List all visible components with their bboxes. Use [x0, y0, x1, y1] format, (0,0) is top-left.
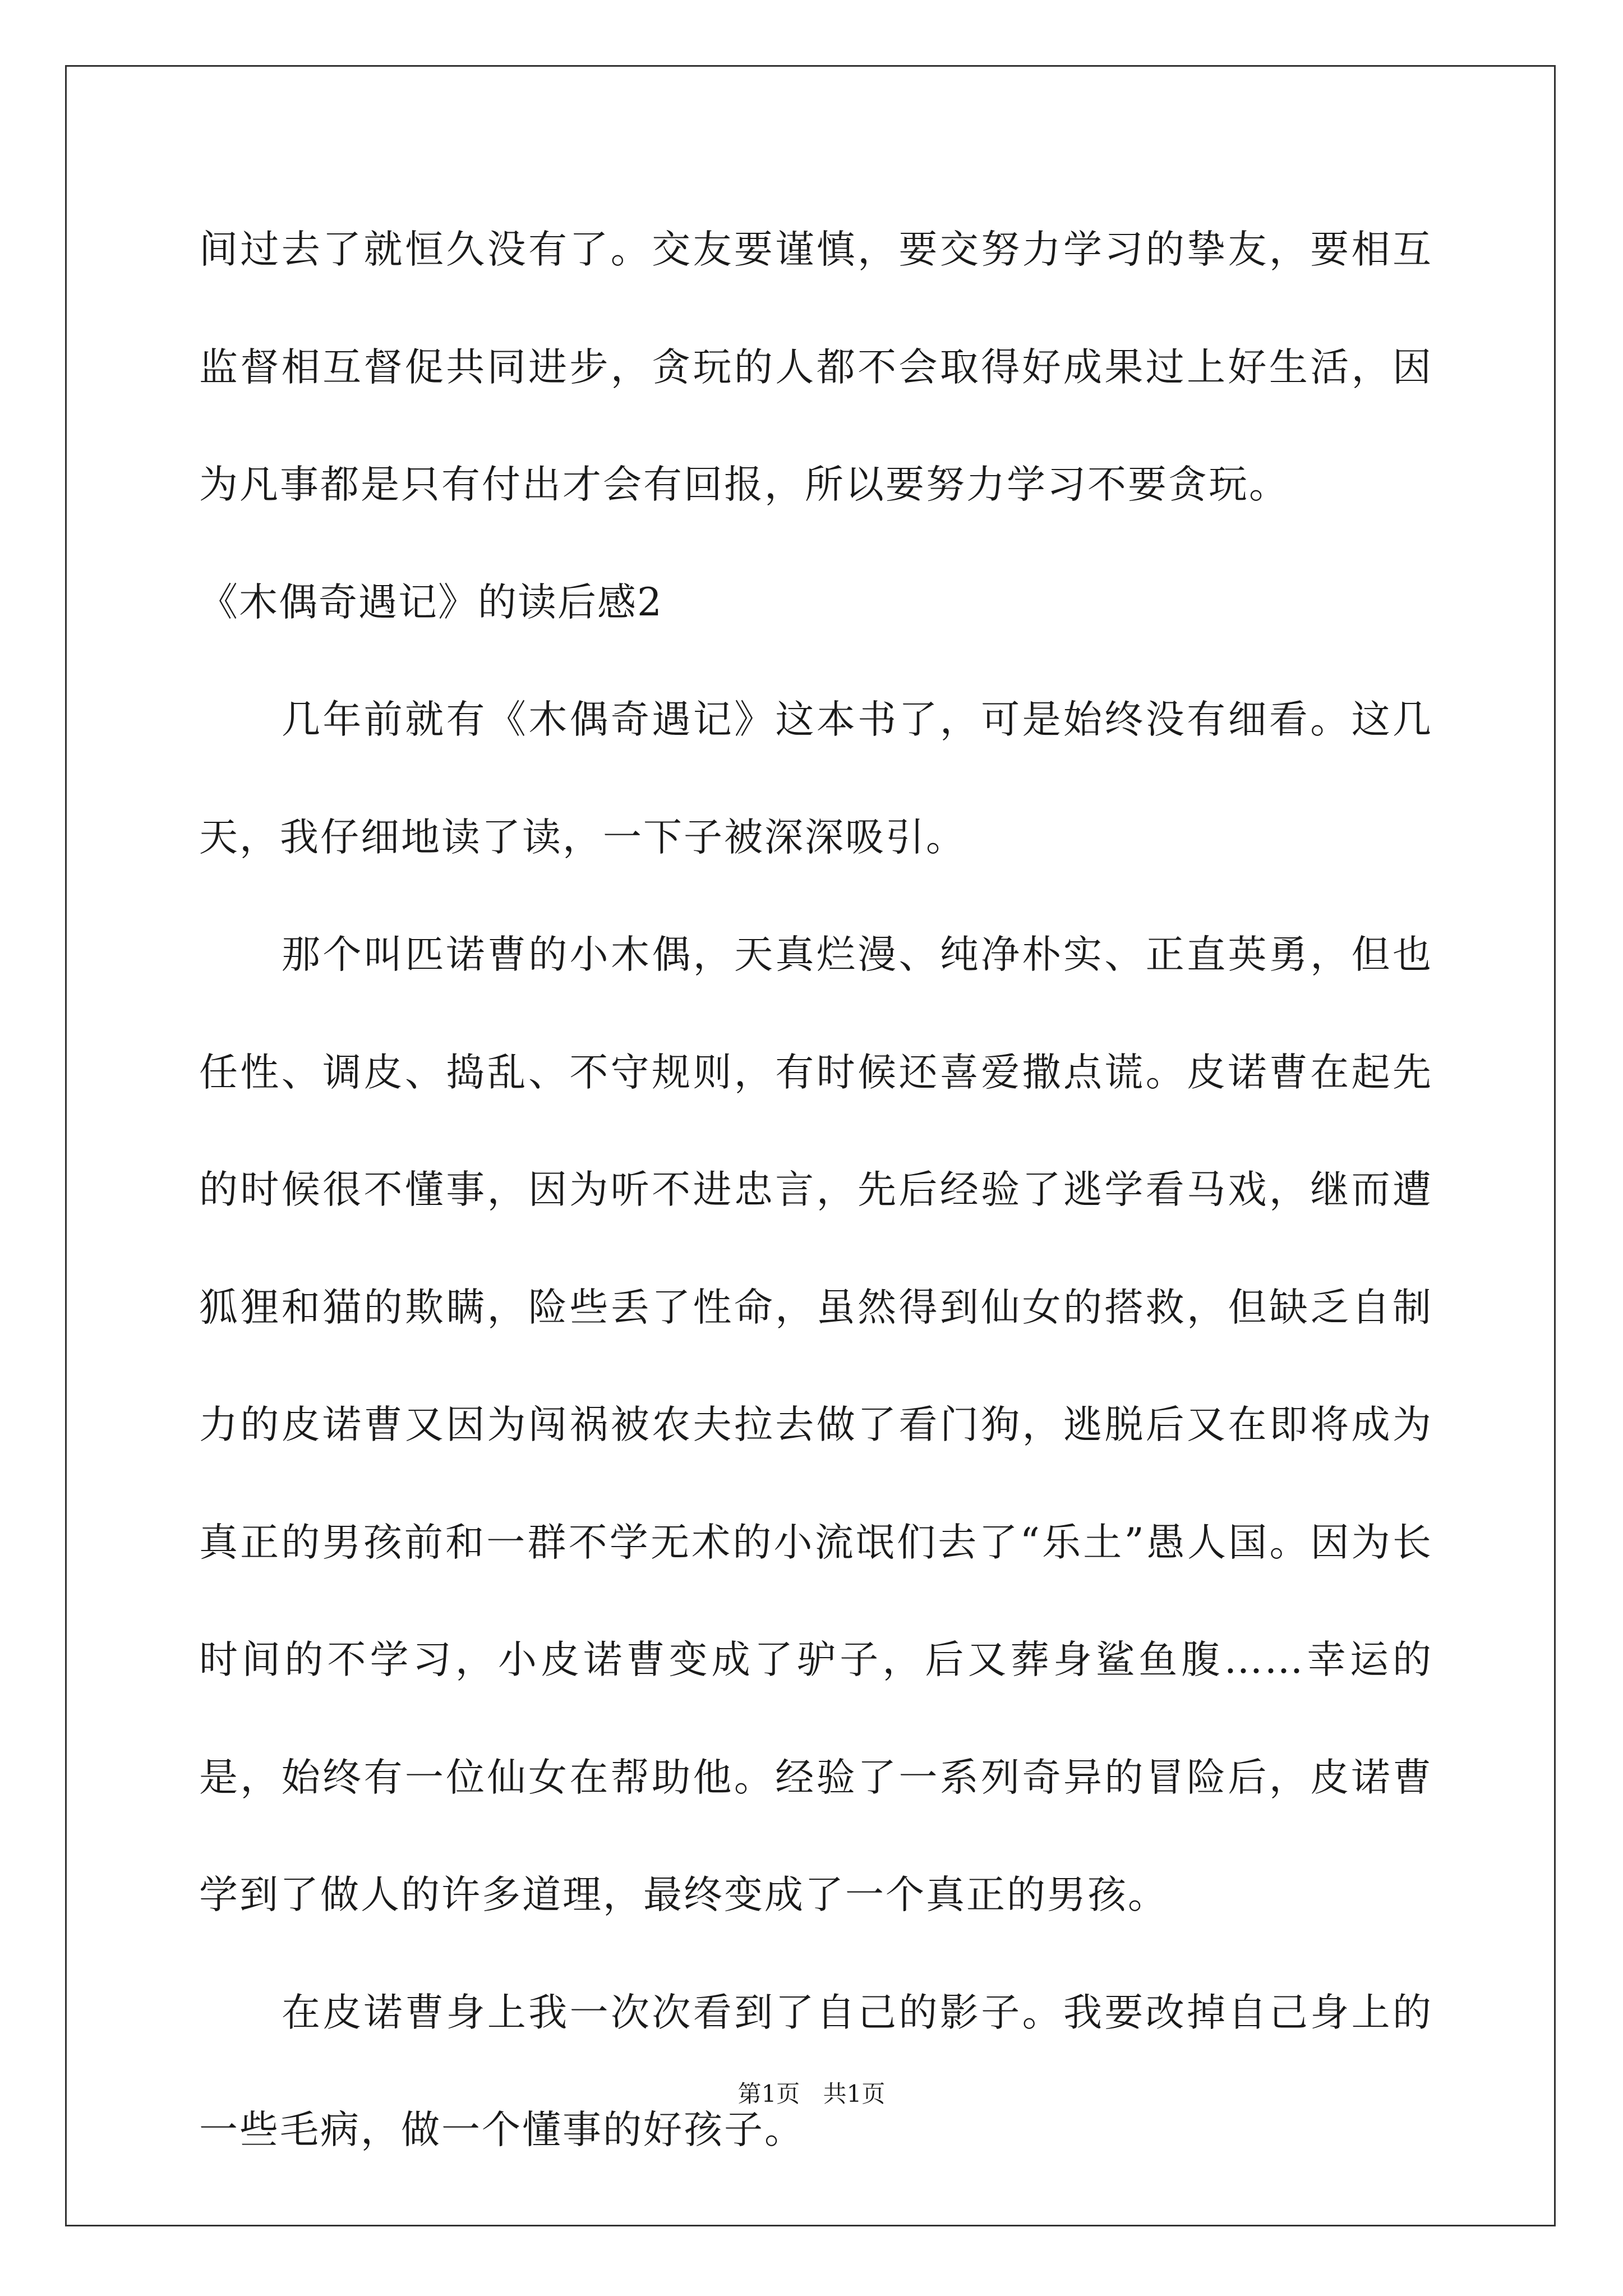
section-heading: 《木偶奇遇记》的读后感2: [199, 579, 663, 625]
paragraph-story: 那个叫匹诺曹的小木偶，天真烂漫、纯净朴实、正直英勇，但也任性、调皮、捣乱、不守规则，有时候还喜爱撒点谎。皮诺曹在起先的时候很不懂事，因为听不进忠言，先后经验了逃学看马戏，继而遭狐狸和猫的欺瞒，险些丢了性命，虽然得到仙女的搭救，但缺乏自制力的皮诺曹又因为闯祸被农夫拉去做了看门狗，逃脱后又在即将成为真正的男孩前和一群不学无术的小流氓们去了“乐土”愚人国。因为长时间的不学习，小皮诺曹变成了驴子，后又葬身鲨鱼腹……幸运的是，始终有一位仙女在帮助他。经验了一系列奇异的冒险后，皮诺曹学到了做人的许多道理，最终变成了一个真正的男孩。: [199, 932, 1433, 1917]
paragraph-intro: 几年前就有《木偶奇遇记》这本书了，可是始终没有细看。这几天，我仔细地读了读，一下子被深深吸引。: [199, 697, 1433, 860]
paragraph-continuation: 间过去了就恒久没有了。交友要谨慎，要交努力学习的挚友，要相互监督相互督促共同进步，贪玩的人都不会取得好成果过上好生活，因为凡事都是只有付出才会有回报，所以要努力学习不要贪玩。: [199, 227, 1433, 507]
page-total: 共1页: [823, 2080, 886, 2108]
page-footer: [0, 2076, 1623, 2109]
document-body: [199, 191, 1433, 2189]
paragraph-reflection: 在皮诺曹身上我一次次看到了自己的影子。我要改掉自己身上的一些毛病，做一个懂事的好孩子。: [199, 1990, 1433, 2152]
page-number: 第1页: [737, 2080, 800, 2108]
